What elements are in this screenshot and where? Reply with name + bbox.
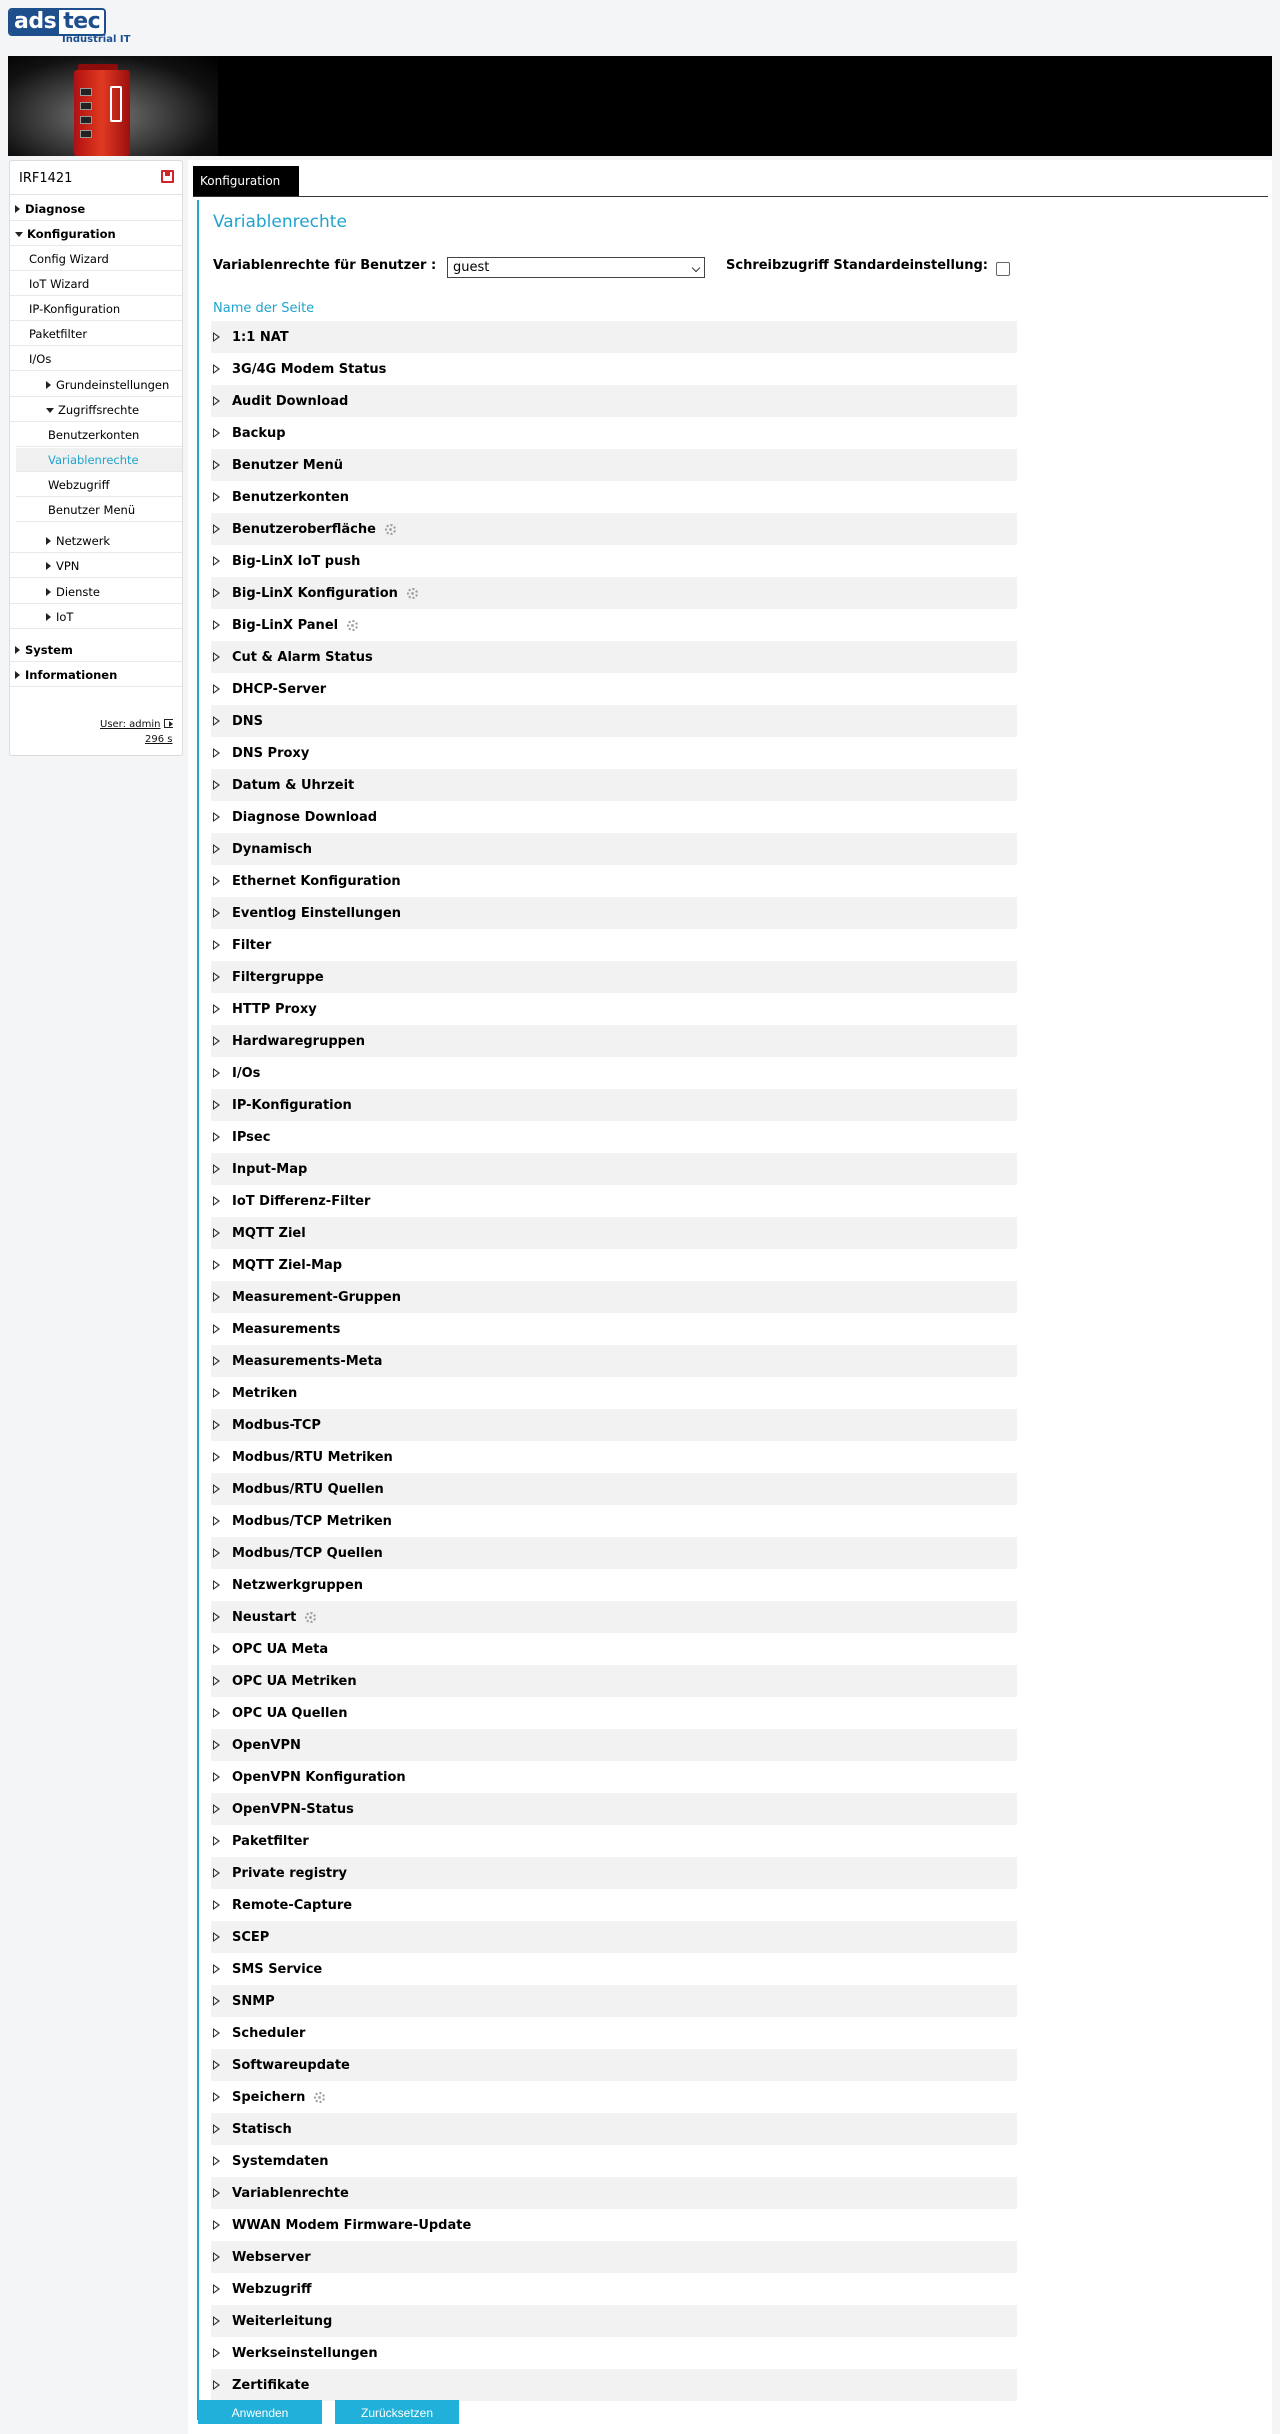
page-row[interactable] [211, 705, 1017, 737]
page-row[interactable] [211, 2145, 1017, 2177]
page-title: Variablenrechte [213, 212, 347, 232]
page-row[interactable] [211, 545, 1017, 577]
page-row[interactable] [211, 1537, 1017, 1569]
expand-triangle-icon[interactable] [213, 780, 220, 790]
page-row[interactable] [211, 961, 1017, 993]
sidebar-item-label: Webzugriff [48, 478, 110, 492]
apply-button[interactable]: Anwenden [198, 2400, 322, 2424]
expand-triangle-icon[interactable] [213, 1580, 220, 1590]
page-row[interactable] [211, 2049, 1017, 2081]
sidebar-item[interactable] [16, 423, 182, 447]
page-row[interactable] [211, 2081, 1017, 2113]
page-row-label: Modbus/TCP Quellen [232, 1545, 383, 1561]
page-row[interactable] [211, 801, 1017, 833]
page-row-label: 1:1 NAT [232, 329, 289, 345]
page-row-label: Filter [232, 937, 272, 953]
page-row[interactable] [211, 993, 1017, 1025]
expand-triangle-icon[interactable] [213, 652, 220, 662]
expand-triangle-icon[interactable] [213, 1068, 220, 1078]
page-row-label: DNS [232, 713, 264, 729]
user-select[interactable] [447, 257, 705, 278]
page-row[interactable] [211, 1729, 1017, 1761]
sidebar-item-label: Informationen [25, 668, 118, 682]
logo-ads-text: ads [10, 10, 59, 34]
sidebar-item[interactable] [10, 398, 182, 422]
expand-triangle-icon[interactable] [213, 460, 220, 470]
page-row[interactable] [211, 1313, 1017, 1345]
chevron-right-icon [15, 671, 20, 679]
expand-triangle-icon[interactable] [213, 428, 220, 438]
gear-icon [305, 1612, 316, 1623]
page-row-label: Netzwerkgruppen [232, 1577, 364, 1593]
page-row-label: Measurement-Gruppen [232, 1289, 401, 1305]
expand-triangle-icon[interactable] [213, 1868, 220, 1878]
page-row-label: Metriken [232, 1385, 298, 1401]
page-row[interactable] [211, 1185, 1017, 1217]
list-header: Name der Seite [213, 301, 315, 316]
tab-divider [193, 196, 1268, 197]
page-row-label: Modbus/TCP Metriken [232, 1513, 392, 1529]
expand-triangle-icon[interactable] [213, 2380, 220, 2390]
sidebar-item[interactable] [10, 272, 182, 296]
page-row[interactable] [211, 1889, 1017, 1921]
page-row[interactable] [211, 1345, 1017, 1377]
page-row[interactable] [211, 1761, 1017, 1793]
sidebar-item-label: Benutzerkonten [48, 428, 140, 442]
chevron-down-icon [46, 408, 54, 413]
page-row-label: Neustart [232, 1609, 297, 1625]
page-row-label: Big-LinX Konfiguration [232, 585, 398, 601]
page-row-label: Dynamisch [232, 841, 312, 857]
page-row-label: Eventlog Einstellungen [232, 905, 402, 921]
page-row-label: Systemdaten [232, 2153, 329, 2169]
page-row[interactable] [211, 1793, 1017, 1825]
tab-konfiguration[interactable]: Konfiguration [193, 166, 299, 196]
adstec-logo [8, 8, 108, 56]
page-row-label: HTTP Proxy [232, 1001, 317, 1017]
page-row-label: OPC UA Metriken [232, 1673, 357, 1689]
expand-triangle-icon[interactable] [213, 2156, 220, 2166]
page-row-label: OPC UA Meta [232, 1641, 329, 1657]
chevron-down-icon [692, 264, 700, 272]
page-row-label: OpenVPN Konfiguration [232, 1769, 406, 1785]
page-row-label: Webzugriff [232, 2281, 312, 2297]
device-label [110, 86, 122, 122]
page-row[interactable] [211, 449, 1017, 481]
page-row[interactable] [211, 481, 1017, 513]
expand-triangle-icon[interactable] [213, 1740, 220, 1750]
page-row[interactable] [211, 737, 1017, 769]
sidebar-item[interactable] [10, 605, 182, 629]
page-row[interactable] [211, 1697, 1017, 1729]
chevron-right-icon [46, 588, 51, 596]
sidebar-item-label: Diagnose [25, 202, 86, 216]
user-select-value: guest [453, 260, 490, 275]
page-row[interactable] [211, 2273, 1017, 2305]
expand-triangle-icon[interactable] [213, 2028, 220, 2038]
device-port [80, 116, 92, 124]
reset-button[interactable]: Zurücksetzen [335, 2400, 459, 2424]
chevron-right-icon [15, 646, 20, 654]
logo-subtitle: Industrial IT [62, 34, 131, 45]
expand-triangle-icon[interactable] [213, 396, 220, 406]
expand-triangle-icon[interactable] [213, 1100, 220, 1110]
sidebar-item-label: IoT [56, 610, 74, 624]
page-row-label: Diagnose Download [232, 809, 378, 825]
page-row[interactable] [211, 1025, 1017, 1057]
expand-triangle-icon[interactable] [213, 1836, 220, 1846]
sidebar-item[interactable] [10, 529, 182, 553]
page-row[interactable] [211, 769, 1017, 801]
page-row[interactable] [211, 1985, 1017, 2017]
expand-triangle-icon[interactable] [213, 1164, 220, 1174]
page-row[interactable] [211, 577, 1017, 609]
expand-triangle-icon[interactable] [213, 1356, 220, 1366]
chevron-down-icon [15, 232, 23, 237]
sidebar-item-label: IP-Konfiguration [29, 302, 121, 316]
device-port [80, 130, 92, 138]
sidebar-header [10, 161, 182, 195]
page-row[interactable] [211, 1153, 1017, 1185]
page-row[interactable] [211, 513, 1017, 545]
page-row[interactable] [211, 1121, 1017, 1153]
sidebar-item[interactable] [10, 297, 182, 321]
page-row[interactable] [211, 2305, 1017, 2337]
sidebar-item[interactable] [16, 473, 182, 497]
page-row[interactable] [211, 1569, 1017, 1601]
expand-triangle-icon[interactable] [213, 1228, 220, 1238]
logo-tec-text: tec [59, 10, 104, 34]
page-row[interactable] [211, 897, 1017, 929]
page-row[interactable] [211, 1281, 1017, 1313]
page-row[interactable] [211, 2017, 1017, 2049]
expand-triangle-icon[interactable] [213, 1420, 220, 1430]
page-row-label: SMS Service [232, 1961, 323, 1977]
sidebar-item[interactable] [10, 663, 182, 687]
page-row[interactable] [211, 1473, 1017, 1505]
page-row[interactable] [211, 385, 1017, 417]
gear-icon [385, 524, 396, 535]
page-row-label: Measurements-Meta [232, 1353, 383, 1369]
page-row[interactable] [211, 2241, 1017, 2273]
page-row[interactable] [211, 1249, 1017, 1281]
expand-triangle-icon[interactable] [213, 2220, 220, 2230]
gear-icon [347, 620, 358, 631]
sidebar-item[interactable] [10, 247, 182, 271]
page-row-label: Modbus/RTU Metriken [232, 1449, 393, 1465]
page-row[interactable] [211, 1665, 1017, 1697]
page-row[interactable] [211, 1089, 1017, 1121]
page-row-label: Big-LinX Panel [232, 617, 339, 633]
router-device-image [74, 70, 130, 156]
expand-triangle-icon[interactable] [213, 364, 220, 374]
expand-triangle-icon[interactable] [213, 1996, 220, 2006]
page-row[interactable] [211, 1505, 1017, 1537]
expand-triangle-icon[interactable] [213, 2348, 220, 2358]
chevron-right-icon [46, 381, 51, 389]
sidebar-item[interactable] [10, 322, 182, 346]
page-row[interactable] [211, 353, 1017, 385]
sidebar-item[interactable] [10, 373, 182, 397]
expand-triangle-icon[interactable] [213, 332, 220, 342]
expand-triangle-icon[interactable] [213, 716, 220, 726]
chevron-right-icon [46, 537, 51, 545]
expand-triangle-icon[interactable] [213, 2316, 220, 2326]
sidebar-item[interactable] [10, 347, 182, 371]
sidebar-item[interactable] [10, 222, 182, 246]
page-row-label: I/Os [232, 1065, 261, 1081]
device-port [80, 102, 92, 110]
expand-triangle-icon[interactable] [213, 1932, 220, 1942]
user-link[interactable] [100, 719, 173, 730]
page-row-label: Speichern [232, 2089, 306, 2105]
expand-triangle-icon[interactable] [213, 588, 220, 598]
page-row[interactable] [211, 641, 1017, 673]
gear-icon [314, 2092, 325, 2103]
page-row[interactable] [211, 417, 1017, 449]
page-row-label: Measurements [232, 1321, 341, 1337]
chevron-right-icon [46, 613, 51, 621]
logout-icon[interactable] [164, 719, 173, 728]
save-icon[interactable] [161, 170, 174, 183]
page-row[interactable] [211, 1601, 1017, 1633]
page-row[interactable] [211, 1953, 1017, 1985]
expand-triangle-icon[interactable] [213, 1260, 220, 1270]
expand-triangle-icon[interactable] [213, 1708, 220, 1718]
sidebar-item-label: System [25, 643, 73, 657]
page-row-label: OpenVPN [232, 1737, 301, 1753]
write-access-label: Schreibzugriff Standardeinstellung: [726, 258, 988, 273]
page-row-label: Remote-Capture [232, 1897, 353, 1913]
sidebar-item-label: Konfiguration [27, 227, 116, 241]
page-row-label: Statisch [232, 2121, 292, 2137]
expand-triangle-icon[interactable] [213, 1324, 220, 1334]
sidebar-item-label: Netzwerk [56, 534, 111, 548]
expand-triangle-icon[interactable] [213, 1292, 220, 1302]
sidebar-item-label: Paketfilter [29, 327, 88, 341]
expand-triangle-icon[interactable] [213, 1964, 220, 1974]
page-row[interactable] [211, 2369, 1017, 2401]
page-row-label: Benutzer Menü [232, 457, 344, 473]
expand-triangle-icon[interactable] [213, 1452, 220, 1462]
expand-triangle-icon[interactable] [213, 2060, 220, 2070]
page-row-label: IP-Konfiguration [232, 1097, 352, 1113]
expand-triangle-icon[interactable] [213, 940, 220, 950]
page-row[interactable] [211, 1217, 1017, 1249]
sidebar-item[interactable] [10, 638, 182, 662]
user-label[interactable]: User: admin [100, 719, 161, 730]
header-banner [8, 56, 1272, 156]
expand-triangle-icon[interactable] [213, 2188, 220, 2198]
page-row-label: SNMP [232, 1993, 275, 2009]
page-row-label: Hardwaregruppen [232, 1033, 366, 1049]
expand-triangle-icon[interactable] [213, 2252, 220, 2262]
expand-triangle-icon[interactable] [213, 812, 220, 822]
page-row-label: Cut & Alarm Status [232, 649, 373, 665]
page-row-label: Softwareupdate [232, 2057, 350, 2073]
page-row-label: Zertifikate [232, 2377, 310, 2393]
page-row-label: Input-Map [232, 1161, 308, 1177]
page-row-label: IPsec [232, 1129, 271, 1145]
page-row-label: Weiterleitung [232, 2313, 333, 2329]
page-row-label: MQTT Ziel-Map [232, 1257, 343, 1273]
sidebar-item-label: Grundeinstellungen [56, 378, 170, 392]
sidebar [9, 160, 183, 756]
sidebar-item-label: VPN [56, 559, 80, 573]
page-row-label: SCEP [232, 1929, 270, 1945]
expand-triangle-icon[interactable] [213, 1804, 220, 1814]
device-name: IRF1421 [19, 171, 73, 186]
page-row-label: Variablenrechte [232, 2185, 349, 2201]
page-row[interactable] [211, 865, 1017, 897]
expand-triangle-icon[interactable] [213, 1676, 220, 1686]
page-row-label: IoT Differenz-Filter [232, 1193, 371, 1209]
page-row-label: 3G/4G Modem Status [232, 361, 387, 377]
expand-triangle-icon[interactable] [213, 1644, 220, 1654]
chevron-right-icon [15, 205, 20, 213]
sidebar-item[interactable] [10, 554, 182, 578]
expand-triangle-icon[interactable] [213, 620, 220, 630]
page-row[interactable] [211, 1377, 1017, 1409]
page-row-label: DHCP-Server [232, 681, 327, 697]
expand-triangle-icon[interactable] [213, 2284, 220, 2294]
expand-triangle-icon[interactable] [213, 876, 220, 886]
expand-triangle-icon[interactable] [213, 2092, 220, 2102]
expand-triangle-icon[interactable] [213, 908, 220, 918]
sidebar-item-label: Zugriffsrechte [58, 403, 140, 417]
expand-triangle-icon[interactable] [213, 1196, 220, 1206]
expand-triangle-icon[interactable] [213, 748, 220, 758]
expand-triangle-icon[interactable] [213, 844, 220, 854]
page-row[interactable] [211, 1921, 1017, 1953]
page-row-label: Backup [232, 425, 286, 441]
expand-triangle-icon[interactable] [213, 972, 220, 982]
sidebar-item[interactable] [10, 197, 182, 221]
expand-triangle-icon[interactable] [213, 1772, 220, 1782]
expand-triangle-icon[interactable] [213, 1132, 220, 1142]
session-time: 296 s [145, 734, 173, 745]
expand-triangle-icon[interactable] [213, 1548, 220, 1558]
write-access-checkbox[interactable] [996, 262, 1010, 276]
expand-triangle-icon[interactable] [213, 2124, 220, 2134]
page-row[interactable] [211, 1633, 1017, 1665]
page-row-label: Benutzeroberfläche [232, 521, 376, 537]
main-panel [188, 160, 1272, 2434]
user-select-label: Variablenrechte für Benutzer : [213, 258, 437, 273]
sidebar-item-label: Dienste [56, 585, 100, 599]
page-row-label: Benutzerkonten [232, 489, 350, 505]
page-row[interactable] [211, 2337, 1017, 2369]
expand-triangle-icon[interactable] [213, 1004, 220, 1014]
content-area [197, 200, 1269, 2420]
page-row[interactable] [211, 321, 1017, 353]
expand-triangle-icon[interactable] [213, 556, 220, 566]
sidebar-item[interactable] [16, 448, 182, 472]
page-row-label: Big-LinX IoT push [232, 553, 361, 569]
page-row-label: Scheduler [232, 2025, 306, 2041]
page-row-label: OpenVPN-Status [232, 1801, 354, 1817]
page-row-label: Modbus-TCP [232, 1417, 321, 1433]
page-row[interactable] [211, 1057, 1017, 1089]
expand-triangle-icon[interactable] [213, 492, 220, 502]
page-row[interactable] [211, 673, 1017, 705]
page-row[interactable] [211, 1441, 1017, 1473]
chevron-right-icon [46, 562, 51, 570]
expand-triangle-icon[interactable] [213, 1900, 220, 1910]
sidebar-item-label: Variablenrechte [48, 453, 139, 467]
sidebar-item-label: I/Os [29, 352, 52, 366]
page-row[interactable] [211, 609, 1017, 641]
page-row-label: Filtergruppe [232, 969, 324, 985]
page-row[interactable] [211, 1825, 1017, 1857]
page-row[interactable] [211, 833, 1017, 865]
page-row-label: Ethernet Konfiguration [232, 873, 401, 889]
page-row-label: Webserver [232, 2249, 311, 2265]
sidebar-item-label: Config Wizard [29, 252, 109, 266]
sidebar-item[interactable] [16, 498, 182, 522]
page-row-label: OPC UA Quellen [232, 1705, 348, 1721]
expand-triangle-icon[interactable] [213, 1516, 220, 1526]
page-row-label: Modbus/RTU Quellen [232, 1481, 384, 1497]
expand-triangle-icon[interactable] [213, 1036, 220, 1046]
sidebar-item-label: IoT Wizard [29, 277, 90, 291]
expand-triangle-icon[interactable] [213, 1388, 220, 1398]
expand-triangle-icon[interactable] [213, 524, 220, 534]
page-row-label: Paketfilter [232, 1833, 309, 1849]
expand-triangle-icon[interactable] [213, 1612, 220, 1622]
page-row[interactable] [211, 2113, 1017, 2145]
sidebar-item[interactable] [10, 580, 182, 604]
page-row[interactable] [211, 1409, 1017, 1441]
page-row[interactable] [211, 929, 1017, 961]
device-port [80, 88, 92, 96]
page-row-label: Werkseinstellungen [232, 2345, 378, 2361]
page-row[interactable] [211, 1857, 1017, 1889]
page-row-label: Datum & Uhrzeit [232, 777, 355, 793]
page-row-label: DNS Proxy [232, 745, 310, 761]
page-list [211, 321, 1017, 2401]
expand-triangle-icon[interactable] [213, 1484, 220, 1494]
expand-triangle-icon[interactable] [213, 684, 220, 694]
page-row-label: Private registry [232, 1865, 348, 1881]
gear-icon [407, 588, 418, 599]
page-row[interactable] [211, 2209, 1017, 2241]
page-row-label: WWAN Modem Firmware-Update [232, 2217, 472, 2233]
page-row-label: MQTT Ziel [232, 1225, 306, 1241]
page-row[interactable] [211, 2177, 1017, 2209]
page-row-label: Audit Download [232, 393, 349, 409]
sidebar-item-label: Benutzer Menü [48, 503, 136, 517]
